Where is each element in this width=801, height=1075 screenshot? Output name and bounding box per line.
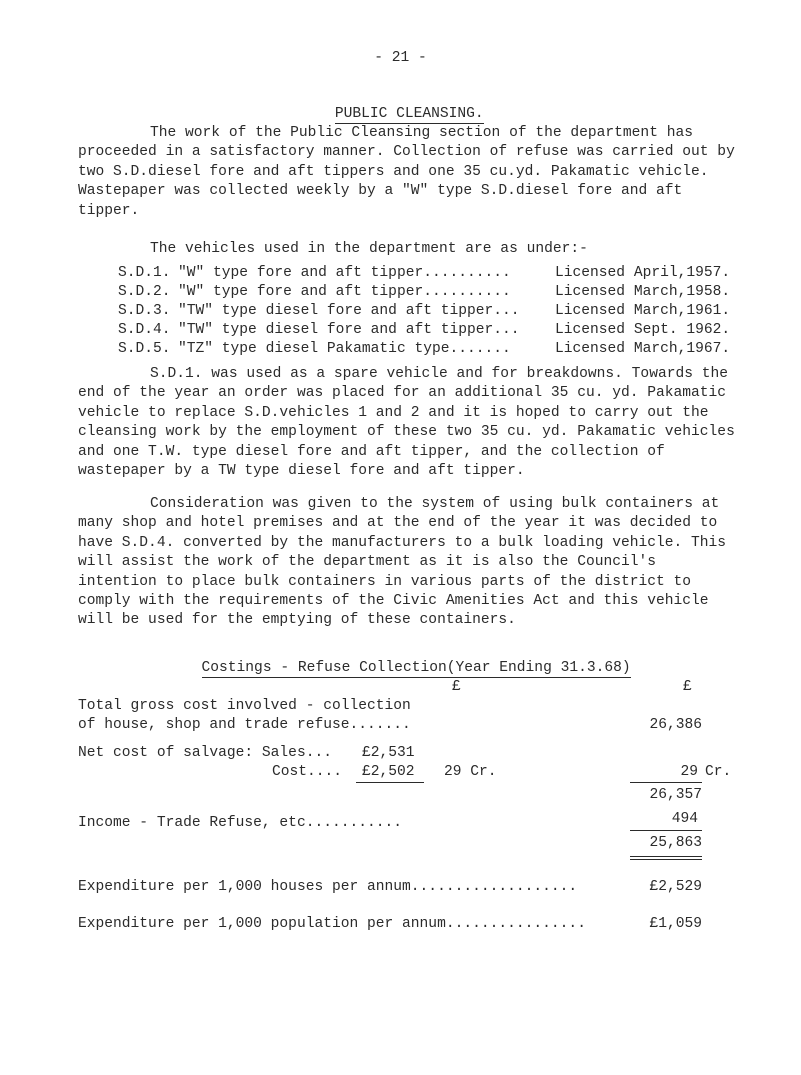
vehicle-id: S.D.3.: [118, 303, 171, 319]
costings-title: [184, 640, 631, 678]
vehicle-desc: "TZ" type diesel Pakamatic type.......: [178, 341, 511, 357]
paragraph-breakdowns-text: S.D.1. was used as a spare vehicle and for breakdowns. Towards the end of the year an order was placed for an additional 35 cu. yd. Pakamatic vehicle to replace S.D.vehicles 1 and 2 and it is hoped to carry out the cleansing work by the employment of these two 35 cu. yd. Pakamatic vehicles and one T.W. type diesel fore and aft tipper, and the collection of wastepaper by a TW type diesel fore and aft tipper.: [78, 366, 735, 480]
paragraph-intro-text: The work of the Public Cleansing section of the department has proceeded in a satisfactory manner. Collection of refuse was carried out by two S.D.diesel fore and aft tippers and one 35 cu.yd. Pakamatic vehicle. Wastepaper was collected weekly by a "W" type S.D.diesel fore and aft tipper.: [78, 125, 735, 219]
paragraph-bulk-containers-text: Consideration was given to the system of using bulk containers at many shop and hotel premises and at the end of the year it was decided to have S.D.4. converted by the manufacturers to a bulk loading vehicle. This will assist the work of the department as it is also the Council's intention to place bulk containers in various parts of the district to comply with the requirements of the Civic Amenities Act and this vehicle will be used for the emptying of these containers.: [78, 496, 727, 629]
salvage-sales-label: Net cost of salvage: Sales...: [78, 745, 332, 761]
page-number: - 21 -: [374, 50, 427, 66]
income-value: 494: [671, 811, 698, 827]
salvage-net-col2: 29: [680, 764, 698, 780]
net-total-value: 25,863: [649, 835, 702, 851]
salvage-sales-value: £2,531: [362, 745, 415, 761]
vehicle-licensed: Licensed April,1957.: [555, 265, 731, 281]
vehicle-id: S.D.5.: [118, 341, 171, 357]
per-houses-value: £2,529: [649, 879, 702, 895]
salvage-cost-label: Cost....: [272, 764, 343, 780]
gross-cost-value: 26,386: [649, 717, 702, 733]
paragraph-breakdowns: [78, 365, 738, 481]
subtotal-value: 26,357: [649, 787, 702, 803]
vehicle-desc: "W" type fore and aft tipper..........: [178, 265, 511, 281]
vehicles-intro: The vehicles used in the department are as under:-: [150, 241, 588, 257]
currency-header-col1: £: [452, 679, 461, 695]
vehicle-desc: "TW" type diesel fore and aft tipper...: [178, 303, 520, 319]
vehicle-desc: "TW" type diesel fore and aft tipper...: [178, 322, 520, 338]
gross-cost-label-line2: of house, shop and trade refuse.......: [78, 717, 411, 733]
salvage-cost-value: £2,502: [362, 764, 415, 780]
vehicle-desc: "W" type fore and aft tipper..........: [178, 284, 511, 300]
vehicle-id: S.D.1.: [118, 265, 171, 281]
vehicle-id: S.D.2.: [118, 284, 171, 300]
salvage-cost-underline: [356, 782, 424, 783]
net-total-double-rule-bottom: [630, 859, 702, 860]
paragraph-bulk-containers: [78, 495, 738, 631]
vehicle-licensed: Licensed March,1958.: [555, 284, 731, 300]
vehicle-licensed: Licensed March,1967.: [555, 341, 731, 357]
per-population-value: £1,059: [649, 916, 702, 932]
gross-cost-label-line1: Total gross cost involved - collection: [78, 698, 411, 714]
per-population-label: Expenditure per 1,000 population per annum................: [78, 916, 586, 932]
vehicle-licensed: Licensed Sept. 1962.: [555, 322, 731, 338]
vehicle-id: S.D.4.: [118, 322, 171, 338]
paragraph-intro: [78, 124, 738, 221]
section-title-text: PUBLIC CLEANSING.: [334, 106, 484, 122]
currency-header-col2: £: [683, 679, 692, 695]
per-houses-label: Expenditure per 1,000 houses per annum...................: [78, 879, 578, 895]
vehicle-licensed: Licensed March,1961.: [555, 303, 731, 319]
salvage-cr-marker: Cr.: [705, 764, 732, 780]
salvage-net-col1: 29 Cr.: [444, 764, 497, 780]
section-title: [0, 86, 801, 124]
income-label: Income - Trade Refuse, etc...........: [78, 815, 403, 831]
costings-title-text: Costings - Refuse Collection(Year Ending 31.3.68): [201, 660, 631, 676]
net-total-double-rule-top: [630, 856, 702, 857]
income-rule: [630, 830, 702, 831]
salvage-rule: [630, 782, 702, 783]
